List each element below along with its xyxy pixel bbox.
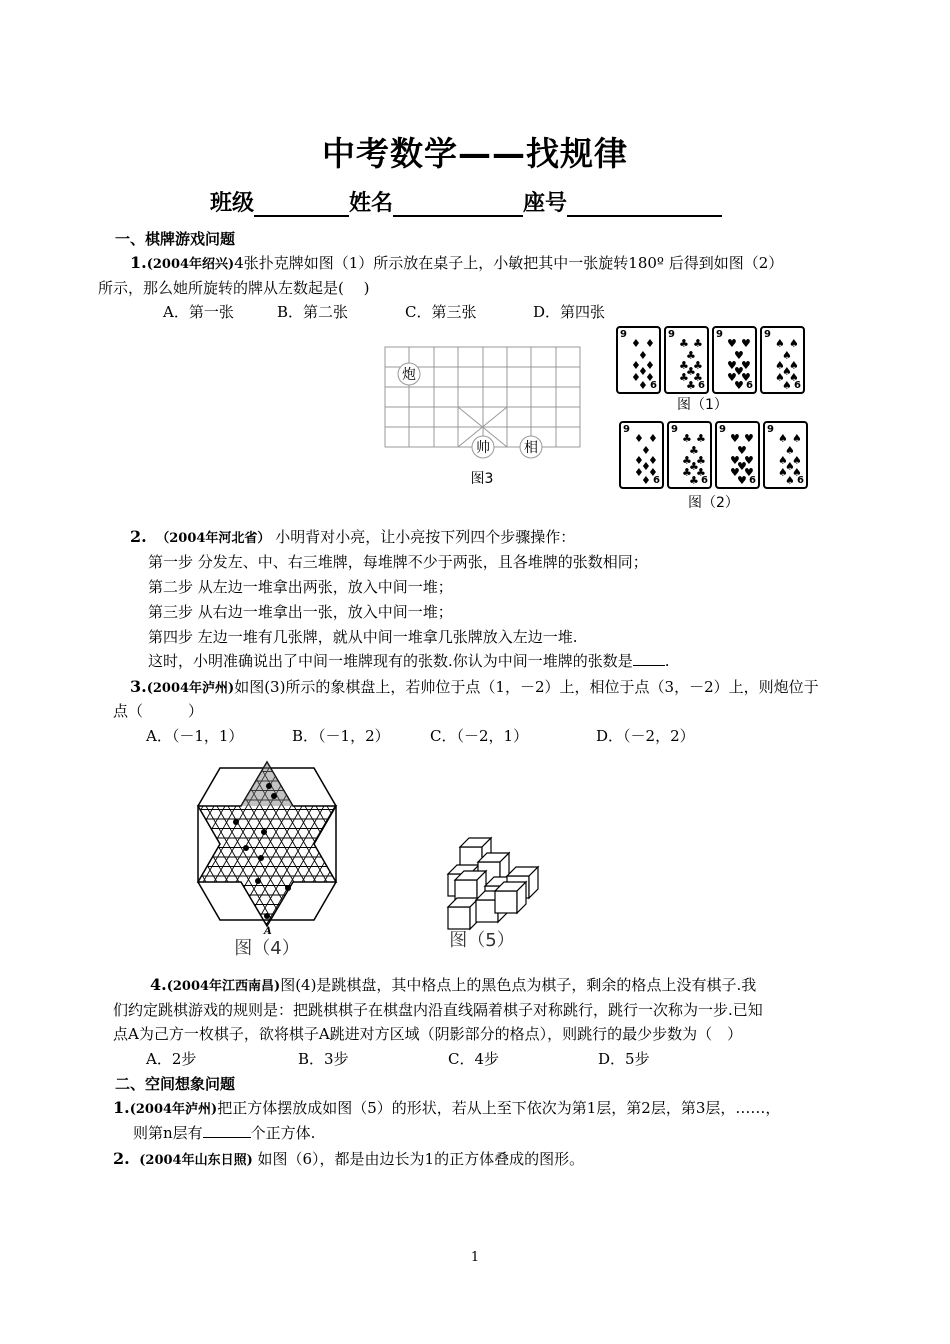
- question-number: 3.: [130, 677, 147, 696]
- q1-option-c: C．第三张: [405, 303, 477, 321]
- step-3: 第三步 从右边一堆拿出一张，放入中间一堆；: [148, 603, 453, 621]
- suit-pip-icon: ♣: [689, 460, 699, 473]
- suit-pip-icon: ♦: [641, 444, 651, 457]
- suit-pip-icon: ♠: [789, 371, 799, 384]
- suit-pip-icon: ♣: [686, 365, 696, 378]
- card-rank: 9: [620, 329, 627, 340]
- suit-pip-icon: ♠: [792, 454, 802, 467]
- question-source: (2004年泸州): [129, 1102, 218, 1117]
- figure-4-caption: 图（4）: [234, 938, 300, 959]
- card-rank: 9: [623, 424, 630, 435]
- suit-pip-icon: ♠: [775, 337, 785, 350]
- suit-pip-icon: ♥: [727, 359, 737, 372]
- suit-pip-icon: ♣: [682, 454, 692, 467]
- question-text: 则第n层有: [133, 1124, 203, 1142]
- question-source: (2004年绍兴): [146, 257, 235, 272]
- suit-pip-icon: ♠: [778, 454, 788, 467]
- suit-pip-icon: ♣: [696, 466, 706, 479]
- pao-piece: 炮: [402, 367, 416, 383]
- suit-pip-icon: ♦: [648, 466, 658, 479]
- q3-option-b: B．（－1，2）: [292, 727, 390, 745]
- suit-pip-icon: ♠: [775, 359, 785, 372]
- shuai-piece: 帅: [476, 440, 490, 456]
- suit-pip-icon: ♣: [689, 474, 699, 487]
- suit-pip-icon: ♠: [792, 466, 802, 479]
- suit-pip-icon: ♥: [741, 337, 751, 350]
- suit-pip-icon: ♣: [679, 359, 689, 372]
- q1-option-b: B．第二张: [277, 303, 349, 321]
- question-4-line-3: 点A为己方一枚棋子，欲将棋子A跳进对方区域（阴影部分的格点），则跳行的最少步数为（ ）: [113, 1025, 743, 1043]
- suit-pip-icon: ♦: [645, 337, 655, 350]
- playing-card: [667, 421, 712, 489]
- question-4-line-2: 们约定跳棋游戏的规则是：把跳棋棋子在棋盘内沿直线隔着棋子对称跳行，跳行一次称为一步.已知: [113, 1001, 763, 1019]
- q4-option-b: B．3步: [298, 1050, 349, 1068]
- suit-pip-icon: ♠: [789, 359, 799, 372]
- figure-2-caption: 图（2）: [688, 495, 739, 511]
- q1-option-d: D．第四张: [533, 303, 606, 321]
- suit-pip-icon: ♣: [693, 359, 703, 372]
- suit-pip-icon: ♣: [679, 337, 689, 350]
- question-1-line-1: [130, 252, 783, 273]
- playing-card: [715, 421, 760, 489]
- suit-pip-icon: ♥: [737, 444, 747, 457]
- question-number: 1.: [113, 1098, 130, 1117]
- suit-pip-icon: ♦: [631, 371, 641, 384]
- suit-pip-icon: ♦: [645, 359, 655, 372]
- suit-pip-icon: ♥: [727, 337, 737, 350]
- suit-pip-icon: ♥: [737, 474, 747, 487]
- conclusion-text: 这时，小明准确说出了中间一堆牌现有的张数.你认为中间一堆牌的张数是: [148, 652, 633, 670]
- question-source: (2004年山东日照): [139, 1153, 253, 1168]
- space-question-1-line-2: [133, 1122, 315, 1143]
- question-number: 2.: [113, 1149, 130, 1168]
- card-rank-bottom: 6: [650, 380, 657, 391]
- suit-pip-icon: ♥: [741, 359, 751, 372]
- stacked-cubes-figure: [440, 832, 540, 952]
- suit-pip-icon: ♣: [682, 432, 692, 445]
- suit-pip-icon: ♣: [686, 349, 696, 362]
- section-heading: 一、棋牌游戏问题: [115, 230, 236, 248]
- question-text: 如图(3)所示的象棋盘上，若帅位于点（1，－2）上，相位于点（3，－2）上，则炮位于: [234, 678, 819, 696]
- suit-pip-icon: ♦: [634, 432, 644, 445]
- question-source: (2004年江西南昌): [166, 979, 281, 994]
- space-question-1-line-1: [113, 1097, 780, 1118]
- suit-pip-icon: ♥: [744, 454, 754, 467]
- question-number: 1.: [130, 253, 147, 272]
- card-rank-bottom: 6: [698, 380, 705, 391]
- suit-pip-icon: ♥: [727, 371, 737, 384]
- suit-pip-icon: ♠: [782, 349, 792, 362]
- q3-option-d: D．（－2，2）: [596, 727, 695, 745]
- q3-option-c: C．（－2，1）: [430, 727, 529, 745]
- space-question-2: [113, 1148, 584, 1169]
- step-2: 第二步 从左边一堆拿出两张，放入中间一堆；: [148, 578, 453, 596]
- suit-pip-icon: ♣: [679, 371, 689, 384]
- question-2-conclusion: [148, 650, 670, 671]
- suit-pip-icon: ♥: [734, 349, 744, 362]
- question-text: 个正方体.: [250, 1124, 316, 1142]
- suit-pip-icon: ♠: [785, 474, 795, 487]
- name-label: 姓名: [349, 191, 394, 216]
- q4-option-d: D．5步: [598, 1050, 650, 1068]
- suit-pip-icon: ♦: [634, 454, 644, 467]
- suit-pip-icon: ♠: [785, 460, 795, 473]
- card-rank-bottom: 6: [794, 380, 801, 391]
- xiang-piece: 相: [524, 440, 538, 456]
- suit-pip-icon: ♦: [638, 365, 648, 378]
- question-number: 4.: [150, 975, 167, 994]
- suit-pip-icon: ♥: [737, 460, 747, 473]
- suit-pip-icon: ♠: [778, 432, 788, 445]
- question-text: 小明背对小亮，让小亮按下列四个步骤操作：: [275, 528, 576, 546]
- question-source: （2004年河北省）: [156, 531, 271, 546]
- playing-card: [760, 326, 805, 394]
- card-rank-bottom: 6: [653, 475, 660, 486]
- question-text: 把正方体摆放成如图（5）的形状，若从上至下依次为第1层，第2层，第3层，……，: [217, 1099, 781, 1117]
- suit-pip-icon: ♦: [648, 432, 658, 445]
- suit-pip-icon: ♦: [645, 371, 655, 384]
- figure-1-caption: 图（1）: [677, 397, 728, 413]
- chess-board-figure: [380, 343, 585, 488]
- suit-pip-icon: ♠: [785, 444, 795, 457]
- section-heading: 二、空间想象问题: [115, 1075, 236, 1093]
- card-rank: 9: [716, 329, 723, 340]
- suit-pip-icon: ♠: [792, 432, 802, 445]
- suit-pip-icon: ♦: [631, 337, 641, 350]
- q4-option-c: C．4步: [448, 1050, 500, 1068]
- suit-pip-icon: ♥: [730, 432, 740, 445]
- question-2-line-1: [130, 526, 575, 547]
- card-rank-bottom: 6: [746, 380, 753, 391]
- card-rank: 9: [671, 424, 678, 435]
- suit-pip-icon: ♥: [730, 454, 740, 467]
- suit-pip-icon: ♦: [631, 359, 641, 372]
- point-a-label: A: [264, 926, 272, 937]
- answer-blank: [633, 651, 665, 666]
- q3-option-a: A．（－1，1）: [146, 727, 244, 745]
- suit-pip-icon: ♦: [638, 379, 648, 392]
- page-title: 中考数学——找规律: [322, 134, 628, 173]
- suit-pip-icon: ♣: [693, 371, 703, 384]
- card-rank-bottom: 6: [797, 475, 804, 486]
- suit-pip-icon: ♣: [693, 337, 703, 350]
- suit-pip-icon: ♣: [696, 432, 706, 445]
- period: .: [664, 652, 670, 670]
- suit-pip-icon: ♥: [734, 365, 744, 378]
- suit-pip-icon: ♦: [638, 349, 648, 362]
- q4-option-a: A．2步: [146, 1050, 197, 1068]
- question-text: 图(4)是跳棋盘，其中格点上的黑色点为棋子，剩余的格点上没有棋子.我: [280, 976, 757, 994]
- playing-card: [763, 421, 808, 489]
- step-4: 第四步 左边一堆有几张牌，就从中间一堆拿几张牌放入左边一堆.: [148, 628, 578, 646]
- figure-5-caption: 图（5）: [449, 930, 515, 951]
- question-source: (2004年泸州): [146, 681, 235, 696]
- question-3-line-2: 点（ ）: [113, 702, 204, 720]
- class-blank: [254, 193, 349, 217]
- suit-pip-icon: ♣: [686, 379, 696, 392]
- playing-card: [619, 421, 664, 489]
- question-number: 2.: [130, 527, 147, 546]
- card-rank: 9: [719, 424, 726, 435]
- name-blank: [393, 193, 523, 217]
- suit-pip-icon: ♦: [641, 474, 651, 487]
- answer-blank: [203, 1123, 251, 1138]
- class-label: 班级: [210, 191, 255, 216]
- suit-pip-icon: ♦: [641, 460, 651, 473]
- card-rank-bottom: 6: [701, 475, 708, 486]
- playing-card: [712, 326, 757, 394]
- suit-pip-icon: ♥: [744, 466, 754, 479]
- playing-card: [664, 326, 709, 394]
- suit-pip-icon: ♠: [775, 371, 785, 384]
- suit-pip-icon: ♥: [734, 379, 744, 392]
- suit-pip-icon: ♦: [634, 466, 644, 479]
- suit-pip-icon: ♠: [782, 379, 792, 392]
- card-rank: 9: [767, 424, 774, 435]
- suit-pip-icon: ♥: [741, 371, 751, 384]
- seat-blank: [567, 193, 722, 217]
- figure-3-caption: 图3: [470, 471, 494, 487]
- q1-option-a: A．第一张: [163, 303, 234, 321]
- question-text: 4张扑克牌如图（1）所示放在桌子上，小敏把其中一张旋转180º 后得到如图（2）: [234, 254, 784, 272]
- playing-card: [616, 326, 661, 394]
- card-rank: 9: [764, 329, 771, 340]
- suit-pip-icon: ♠: [782, 365, 792, 378]
- suit-pip-icon: ♠: [789, 337, 799, 350]
- suit-pip-icon: ♣: [689, 444, 699, 457]
- suit-pip-icon: ♥: [730, 466, 740, 479]
- question-3-line-1: [130, 676, 819, 697]
- card-rank: 9: [668, 329, 675, 340]
- cube-face: [495, 891, 517, 913]
- cube-face: [448, 907, 470, 929]
- suit-pip-icon: ♥: [744, 432, 754, 445]
- suit-pip-icon: ♣: [696, 454, 706, 467]
- page-number: 1: [470, 1250, 480, 1265]
- step-1: 第一步 分发左、中、右三堆牌，每堆牌不少于两张，且各堆牌的张数相同；: [148, 553, 648, 571]
- card-rank-bottom: 6: [749, 475, 756, 486]
- question-text: 如图（6），都是由边长为1的正方体叠成的图形。: [257, 1150, 585, 1168]
- question-1-line-2: 所示，那么她所旋转的牌从左数起是( ): [98, 279, 370, 297]
- suit-pip-icon: ♦: [648, 454, 658, 467]
- suit-pip-icon: ♣: [682, 466, 692, 479]
- student-info-line: [210, 186, 722, 217]
- question-4-line-1: [150, 974, 756, 995]
- seat-label: 座号: [523, 191, 568, 216]
- suit-pip-icon: ♠: [778, 466, 788, 479]
- chinese-checkers-figure: [190, 756, 345, 961]
